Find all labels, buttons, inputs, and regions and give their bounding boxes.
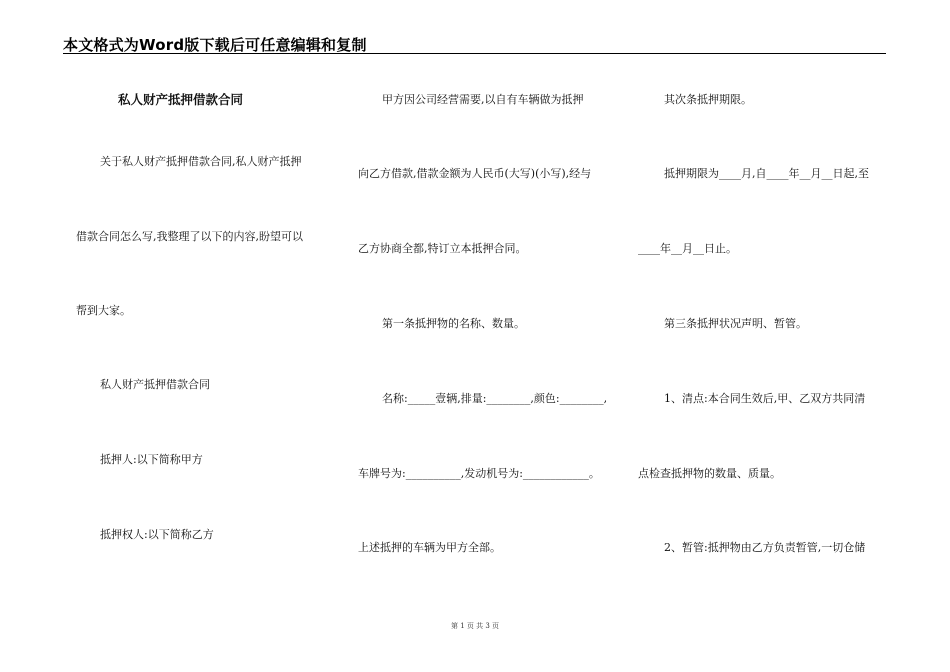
text-column-1 — [76, 0, 334, 672]
paragraph-line: 抵押权人:以下简称乙方 — [100, 528, 214, 541]
paragraph-line: ____年__月__日止。 — [638, 242, 737, 255]
contract-title: 私人财产抵押借款合同 — [118, 92, 244, 107]
paragraph-line: 2、暂管:抵押物由乙方负责暂管,一切仓储 — [664, 541, 866, 554]
paragraph-line: 甲方因公司经营需要,以自有车辆做为抵押 — [382, 93, 584, 106]
paragraph-line: 其次条抵押期限。 — [664, 93, 752, 106]
page-number: 第 1 页 共 3 页 — [450, 622, 500, 630]
paragraph-line: 上述抵押的车辆为甲方全部。 — [358, 541, 501, 554]
paragraph-line: 车牌号为:__________,发动机号为:____________。 — [358, 467, 600, 480]
paragraph-line: 名称:_____壹辆,排量:________,颜色:________, — [382, 392, 608, 405]
document-header: 本文格式为Word版下载后可任意编辑和复制 — [63, 36, 367, 54]
paragraph-line: 点检查抵押物的数量、质量。 — [638, 467, 781, 480]
text-column-3 — [638, 0, 888, 672]
paragraph-line: 1、清点:本合同生效后,甲、乙双方共同清 — [664, 392, 866, 405]
paragraph-line: 抵押人:以下简称甲方 — [100, 453, 203, 466]
paragraph-line: 第一条抵押物的名称、数量。 — [382, 317, 525, 330]
paragraph-line: 关于私人财产抵押借款合同,私人财产抵押 — [100, 155, 302, 168]
paragraph-line: 抵押期限为____月,自____年__月__日起,至 — [664, 167, 869, 180]
paragraph-line: 私人财产抵押借款合同 — [100, 378, 210, 391]
paragraph-line: 借款合同怎么写,我整理了以下的内容,盼望可以 — [76, 230, 303, 243]
paragraph-line: 第三条抵押状况声明、暂管。 — [664, 317, 807, 330]
text-column-2 — [358, 0, 620, 672]
paragraph-line: 帮到大家。 — [76, 304, 131, 317]
paragraph-line: 向乙方借款,借款金额为人民币(大写)(小写),经与 — [358, 167, 592, 180]
paragraph-line: 乙方协商全都,特订立本抵押合同。 — [358, 242, 527, 255]
